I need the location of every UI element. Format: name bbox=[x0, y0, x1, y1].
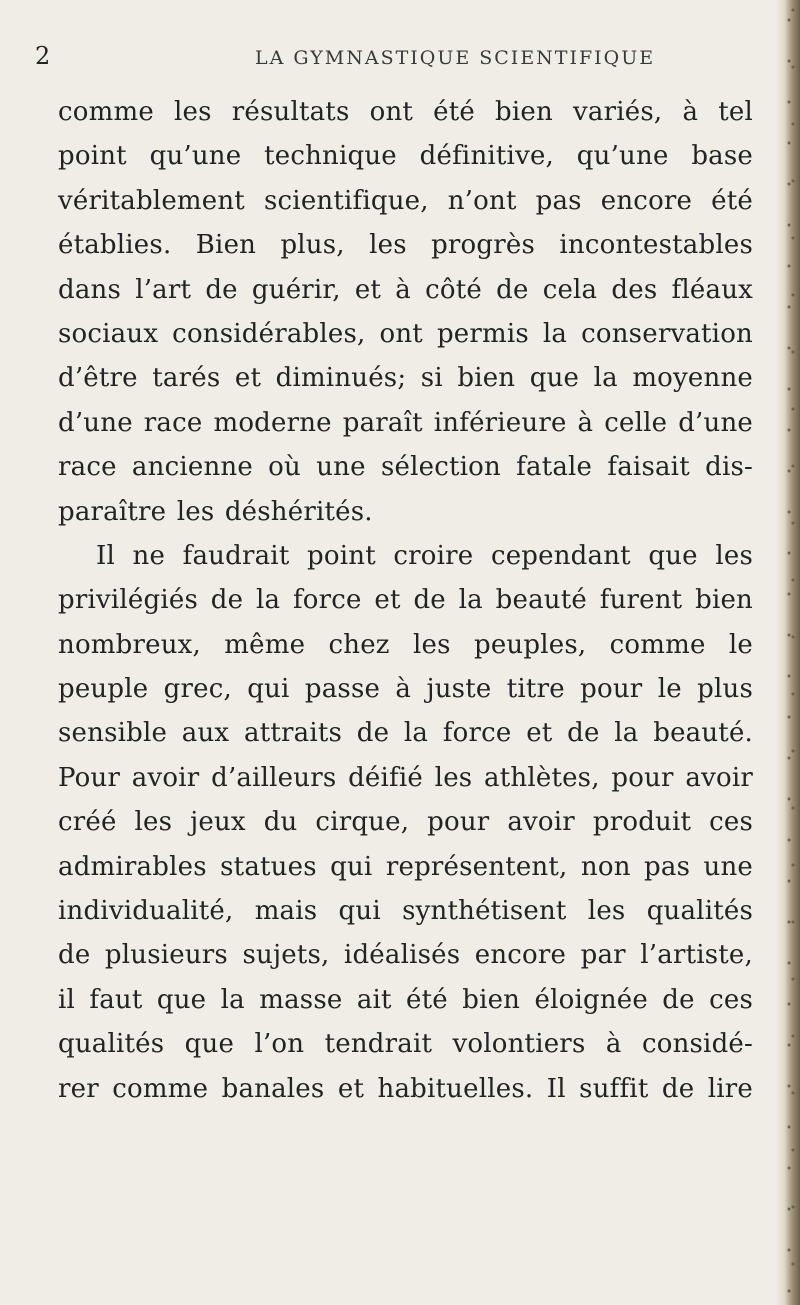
page-edge-texture bbox=[786, 0, 796, 1305]
text-line: point qu’une technique définitive, qu’une base bbox=[58, 141, 753, 172]
text-line: d’être tarés et diminués; si bien que la moyenne bbox=[58, 363, 753, 394]
page-number: 2 bbox=[35, 42, 51, 70]
text-line: véritablement scientifique, n’ont pas encore été bbox=[58, 185, 753, 216]
text-line: créé les jeux du cirque, pour avoir produit ces bbox=[58, 807, 753, 838]
text-line: de plusieurs sujets, idéalisés encore par l’artiste, bbox=[58, 940, 753, 971]
running-head: LA GYMNASTIQUE SCIENTIFIQUE bbox=[255, 47, 656, 69]
text-line: nombreux, même chez les peuples, comme le bbox=[58, 629, 753, 660]
text-line: comme les résultats ont été bien variés, à tel bbox=[58, 97, 753, 127]
text-line: sensible aux attraits de la force et de la beauté. bbox=[58, 718, 753, 749]
text-line: sociaux considérables, ont permis la conservation bbox=[58, 318, 753, 349]
text-line: qualités que l’on tendrait volontiers à considé- bbox=[58, 1029, 753, 1060]
text-line: individualité, mais qui synthétisent les qualités bbox=[58, 896, 753, 927]
text-line: Pour avoir d’ailleurs déifié les athlètes, pour avoir bbox=[58, 762, 753, 793]
text-line: privilégiés de la force et de la beauté furent bien bbox=[58, 585, 753, 616]
text-line: peuple grec, qui passe à juste titre pour le plus bbox=[58, 674, 753, 705]
body-text bbox=[58, 90, 753, 1111]
text-line: rer comme banales et habituelles. Il suffit de lire bbox=[58, 1073, 753, 1104]
text-line: Il ne faudrait point croire cependant que les bbox=[96, 540, 753, 571]
page-header bbox=[0, 40, 780, 72]
text-line: paraître les déshérités. bbox=[58, 496, 373, 527]
text-line: dans l’art de guérir, et à côté de cela des fléaux bbox=[58, 274, 753, 305]
text-line: il faut que la masse ait été bien éloignée de ces bbox=[58, 984, 753, 1015]
text-line: d’une race moderne paraît inférieure à celle d’une bbox=[58, 407, 753, 438]
text-line: admirables statues qui représentent, non pas une bbox=[58, 851, 753, 882]
text-line: établies. Bien plus, les progrès incontestables bbox=[58, 230, 753, 261]
text-line: race ancienne où une sélection fatale faisait dis- bbox=[58, 452, 753, 483]
